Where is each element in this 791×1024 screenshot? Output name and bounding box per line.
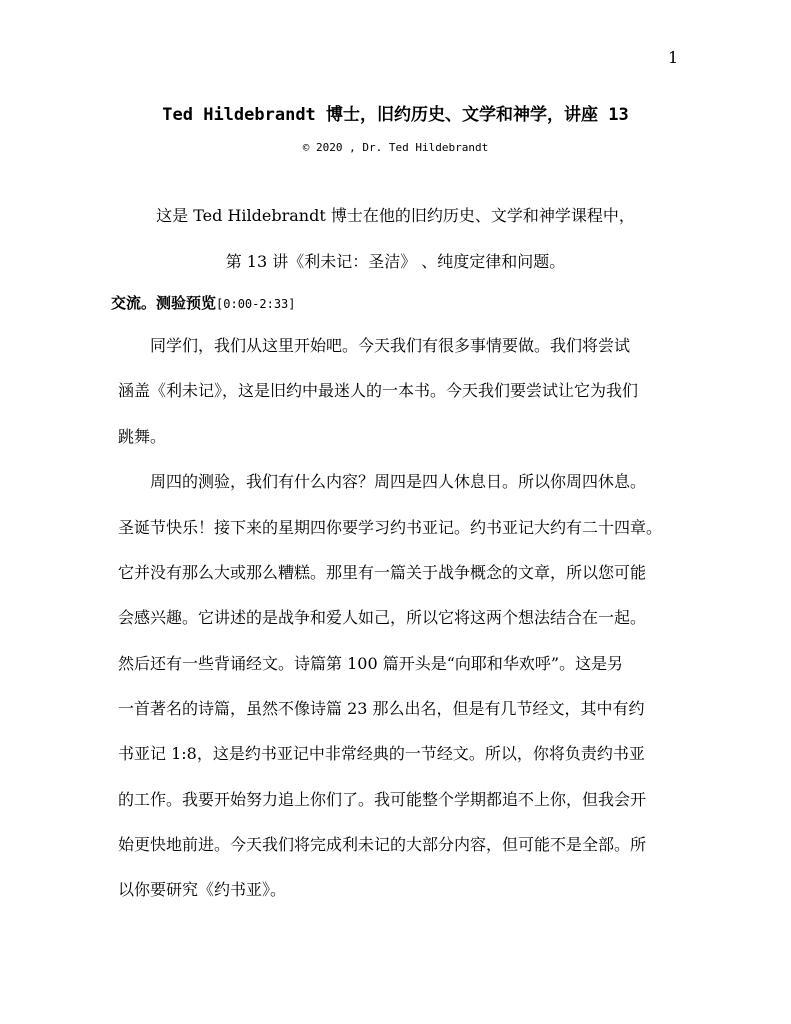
body-line: 书亚记 1:8，这是约书亚记中非常经典的一节经文。所以，你将负责约书亚 — [118, 744, 645, 763]
body-line: 始更快地前进。今天我们将完成利未记的大部分内容，但可能不是全部。所 — [118, 835, 647, 854]
body-line: 一首著名的诗篇，虽然不像诗篇 23 那么出名，但是有几节经文，其中有约 — [118, 699, 645, 718]
body-line: 跳舞。 — [118, 427, 167, 446]
body-line: 以你要研究《约书亚》。 — [118, 880, 287, 899]
intro-line-1: 这是 Ted Hildebrandt 博士在他的旧约历史、文学和神学课程中， — [156, 206, 635, 225]
body-line: 的工作。我要开始努力追上你们了。我可能整个学期都追不上你，但我会开 — [118, 790, 647, 809]
body-line: 周四的测验，我们有什么内容？周四是四人休息日。所以你周四休息。 — [118, 472, 647, 491]
document-title: Ted Hildebrandt 博士，旧约历史、文学和神学，讲座 13 — [162, 105, 629, 125]
body-line: 涵盖《利未记》，这是旧约中最迷人的一本书。今天我们要尝试让它为我们 — [118, 381, 639, 400]
copyright-line: © 2020 , Dr. Ted Hildebrandt — [302, 141, 489, 154]
section-heading — [111, 292, 296, 313]
body-line: 圣诞节快乐！接下来的星期四你要学习约书亚记。约书亚记大约有二十四章。 — [118, 518, 663, 537]
page-number: 1 — [668, 48, 679, 67]
body-line: 会感兴趣。它讲述的是战争和爱人如己，所以它将这两个想法结合在一起。 — [118, 608, 647, 627]
intro-line-2: 第 13 讲《利未记：圣洁》 、纯度定律和问题。 — [225, 252, 566, 271]
section-title: 交流。测验预览 — [111, 294, 217, 312]
section-timestamp: [0:00-2:33] — [216, 297, 296, 311]
body-line: 同学们，我们从这里开始吧。今天我们有很多事情要做。我们将尝试 — [118, 336, 631, 355]
body-line: 然后还有一些背诵经文。诗篇第 100 篇开头是“向耶和华欢呼”。这是另 — [118, 654, 624, 673]
body-line: 它并没有那么大或那么糟糕。那里有一篇关于战争概念的文章，所以您可能 — [118, 563, 647, 582]
